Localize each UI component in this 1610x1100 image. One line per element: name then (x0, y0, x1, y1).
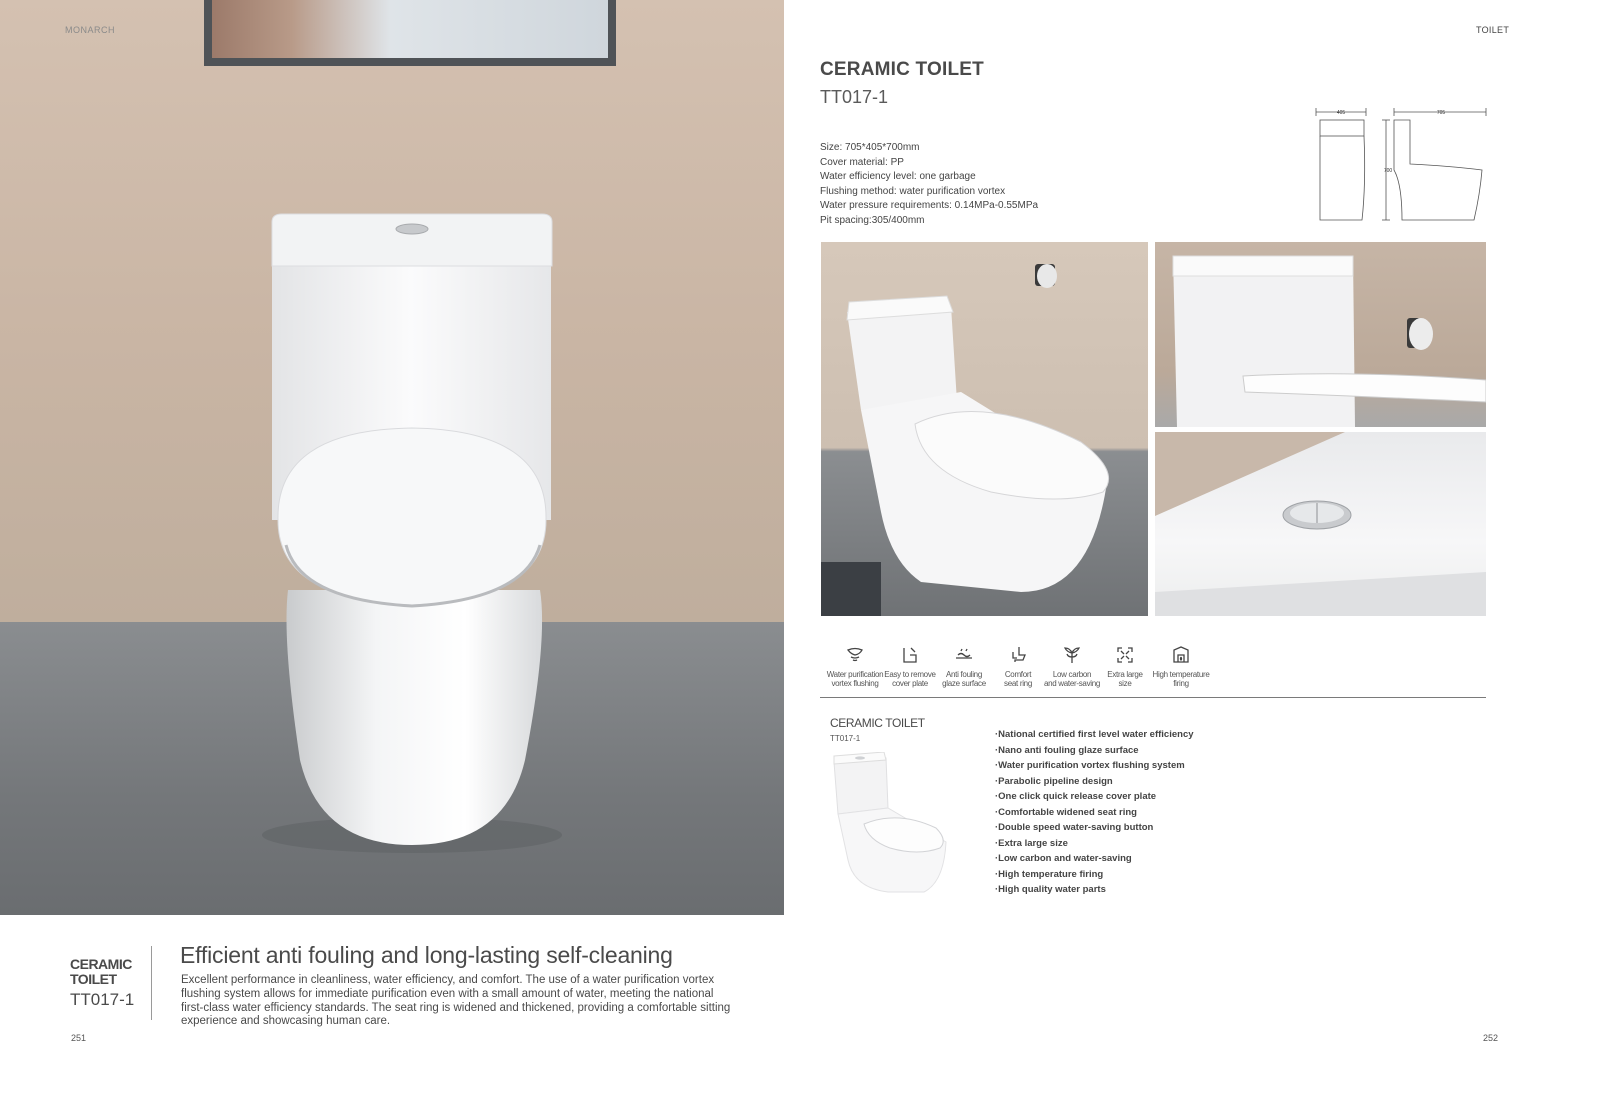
bullet-item: ·Low carbon and water-saving (995, 853, 1132, 864)
summary-title: CERAMIC TOILET (830, 716, 925, 730)
dimension-diagram (1310, 104, 1495, 229)
bullet-item: ·Comfortable widened seat ring (995, 806, 1137, 818)
feature-label-line1: Water purification (826, 670, 884, 679)
feature-bullet-list (995, 727, 1194, 898)
feature-label-line1: Anti fouling (946, 670, 982, 679)
spec-size: Size: 705*405*700mm (820, 142, 920, 153)
diagram-width-label: 405 (1336, 110, 1346, 116)
feature-label-line2: glaze surface (942, 679, 986, 688)
toilet-illustration (0, 0, 784, 915)
feature-label-line1: Easy to remove (884, 670, 936, 679)
feature-item (884, 646, 936, 688)
feature-item (997, 646, 1039, 688)
feature-label-line2: firing (1173, 679, 1189, 688)
bullet-item: ·High quality water parts (995, 884, 1106, 895)
summary-model: TT017-1 (830, 734, 861, 743)
bullet-item: ·Water purification vortex flushing system (995, 760, 1185, 771)
photo-angle-view (821, 242, 1148, 616)
bullet-item: ·One click quick release cover plate (995, 791, 1157, 802)
spec-flushing-method: Flushing method: water purification vortex (820, 185, 1006, 197)
feature-label-line1: High temperature (1152, 670, 1210, 679)
summary-product-thumbnail (828, 752, 948, 897)
cover-plate-icon (901, 646, 919, 664)
feature-item (937, 646, 991, 688)
diagram-depth-label: 705 (1436, 110, 1446, 116)
seat-ring-icon (1009, 646, 1027, 664)
feature-item (1039, 646, 1105, 688)
footer-body-line: first-class water efficiency standards. The seat ring is widened and thickened, providing a comfortable sitting (181, 1001, 731, 1014)
glaze-surface-icon (955, 646, 973, 664)
bullet-item: ·Parabolic pipeline design (995, 775, 1113, 787)
feature-label-line2: seat ring (1004, 679, 1032, 688)
footer-divider (151, 946, 152, 1020)
page-number-left: 251 (71, 1033, 87, 1043)
bullet-item: ·Extra large size (995, 837, 1068, 849)
product-model: TT017-1 (820, 87, 889, 107)
feature-item (1104, 646, 1146, 688)
feature-label-line1: Comfort (1004, 670, 1032, 679)
expand-icon (1116, 646, 1134, 664)
feature-label-line1: Low carbon (1052, 670, 1092, 679)
footer-body-line: experience and showcasing human care. (181, 1015, 391, 1028)
footer-body (181, 974, 781, 1029)
spec-water-pressure: Water pressure requirements: 0.14MPa-0.55MPa (820, 200, 1039, 211)
spec-water-efficiency: Water efficiency level: one garbage (820, 171, 976, 182)
product-title: CERAMIC TOILET (820, 59, 984, 80)
page-number-right: 252 (1483, 1033, 1499, 1043)
photo-tank-closeup (1155, 242, 1486, 427)
footer-title-line2: TOILET (70, 971, 117, 987)
bullet-item: ·Double speed water-saving button (995, 822, 1154, 833)
hero-photo (0, 0, 784, 915)
footer-title-line1: CERAMIC (70, 956, 132, 972)
feature-label-line2: size (1118, 679, 1132, 688)
footer-title (70, 957, 132, 987)
feature-label-line2: vortex flushing (831, 679, 879, 688)
bullet-item: ·National certified first level water efficiency (995, 729, 1194, 740)
spec-pit-spacing: Pit spacing:305/400mm (820, 214, 925, 226)
diagram-height-label: 700 (1383, 168, 1393, 174)
spec-cover-material: Cover material: PP (820, 156, 904, 168)
kiln-icon (1172, 646, 1190, 664)
feature-item (1149, 646, 1213, 688)
brand-name: MONARCH (65, 25, 115, 35)
bullet-item: ·Nano anti fouling glaze surface (995, 744, 1139, 756)
footer-body-line: flushing system allows for immediate purification even with a small amount of water, meeting the national (181, 987, 714, 1000)
footer-headline: Efficient anti fouling and long-lasting self-cleaning (180, 942, 673, 968)
leaf-icon (1063, 646, 1081, 664)
feature-label-line2: and water-saving (1043, 679, 1101, 688)
water-vortex-icon (846, 646, 864, 664)
feature-label-line1: Extra large (1107, 670, 1143, 679)
section-tag: TOILET (1476, 25, 1510, 35)
section-divider (820, 697, 1486, 698)
feature-item (824, 646, 886, 688)
bullet-item: ·High temperature firing (995, 868, 1104, 880)
feature-label-line2: cover plate (892, 679, 928, 688)
footer-body-line: Excellent performance in cleanliness, water efficiency, and comfort. The use of a water purification vortex (181, 974, 715, 986)
photo-button-closeup (1155, 432, 1486, 616)
footer-model: TT017-1 (70, 990, 135, 1009)
spec-list (820, 141, 1038, 228)
